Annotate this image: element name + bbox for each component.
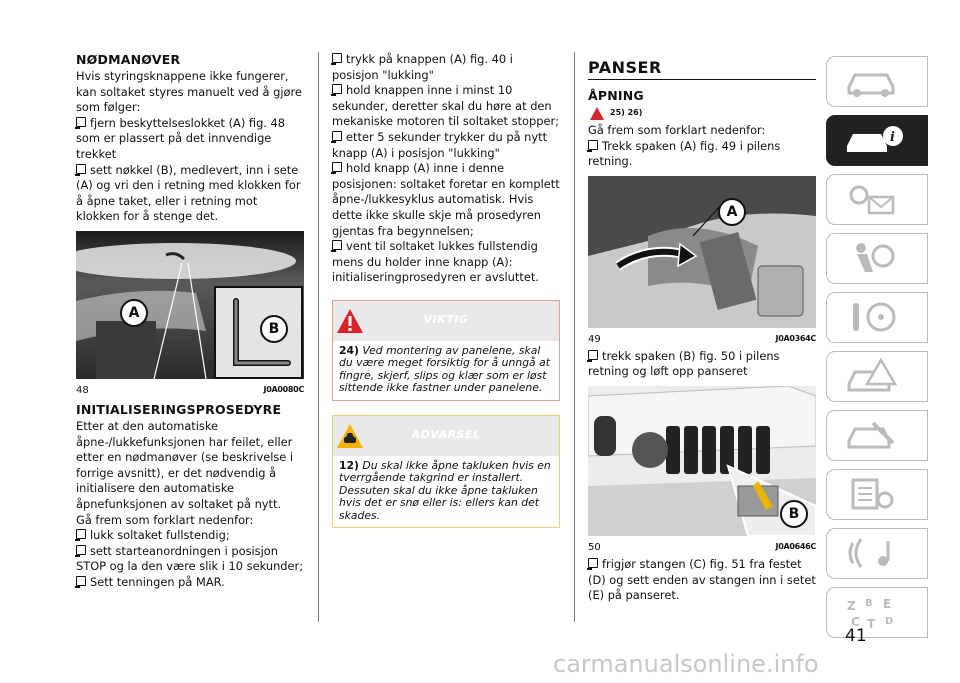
figure-48 [76,231,304,396]
step-item: Sett tenningen på MAR. [76,575,304,591]
watermark: carmanualsonline.info [553,650,819,678]
step-bullet-icon [332,84,342,94]
step-bullet-icon [76,164,86,174]
step-item: etter 5 sekunder trykker du på nytt knapp (A) i posisjon "lukking" [332,129,548,160]
step-bullet-icon [76,117,86,127]
step-bullet-icon [76,529,86,539]
tab-airbag[interactable] [826,233,928,284]
figure-number: 50 [588,541,601,553]
figure-code: J0A0646C [775,541,816,551]
step-item: fjern beskyttelseslokket (A) fig. 48 som er plassert på det innvendige trekket [76,115,286,161]
section-title: PANSER [588,58,816,80]
step-item: sett starteanordningen i posisjon STOP og la den være slik i 10 sekunder; [76,543,304,574]
svg-text:B: B [865,598,873,609]
tab-warning-lights[interactable] [826,174,928,225]
step-bullet-icon [332,131,342,141]
label-a: A [120,299,148,327]
step-bullet-icon [588,140,598,150]
maintenance-icon [843,417,903,453]
emergency-icon [843,358,903,394]
notice-text: 12) Du skal ikke åpne takluken hvis en tverrgående takgrind er installert. Dessuten skal du ikke åpne takluken hvis det er snø eller is: ellers kan det skades. [339,458,551,522]
step-bullet-icon [588,350,598,360]
driving-controls-icon [843,299,903,335]
paragraph: Gå frem som forklart nedenfor: [588,123,766,137]
label-b: B [260,315,288,343]
svg-text:i: i [890,130,895,145]
svg-text:T: T [867,617,876,630]
column-1 [76,52,304,590]
heading-initialiseringsprosedyre: INITIALISERINGSPROSEDYRE [76,401,282,417]
step-bullet-icon [332,240,342,250]
tab-multimedia[interactable] [826,528,928,579]
step-bullet-icon [76,576,86,586]
step-item: lukk soltaket fullstendig; [76,528,304,544]
label-a: A [718,198,746,226]
figure-number: 49 [588,333,601,345]
airbag-icon [843,240,903,276]
notice-label: ADVARSEL [411,427,481,441]
column-3 [588,58,816,604]
svg-text:D: D [885,616,894,627]
step-item: sett nøkkel (B), medlevert, inn i sete (A) og vri den i retning med klokken for å åpne taket, eller i retning mot klokken for å stenge det. [76,162,301,224]
heading-apning: ÅPNING [588,88,644,103]
heading-nodmanover: NØDMANØVER [76,52,181,67]
car-info-active-icon [843,122,903,158]
step-item: trekk spaken (B) fig. 50 i pilens retning og løft opp panseret [588,348,780,379]
notice-header [333,416,559,456]
step-bullet-icon [76,545,86,555]
step-bullet-icon [588,558,598,568]
paragraph: Gå frem som forklart nedenfor: [76,512,254,527]
figure-caption [76,385,304,396]
tab-driving-controls[interactable] [826,292,928,343]
warning-lights-icon [843,181,903,217]
figure-50 [588,386,816,553]
svg-text:C: C [851,615,860,629]
tab-specs[interactable] [826,469,928,520]
tab-maintenance[interactable] [826,410,928,461]
figure-number: 48 [76,384,89,396]
tab-emergency[interactable] [826,351,928,402]
hood-lever-illustration [588,176,816,328]
column-2 [332,52,560,528]
notice-text: 24) Ved montering av panelene, skal du være meget forsiktig for å unngå at fingre, skjerf, slips og klær som er løst sittende ikke fastner under panelene. [339,343,550,395]
figure-code: J0A0080C [263,384,304,394]
column-divider [318,52,319,622]
tab-car-info-active[interactable] [826,115,928,166]
notice-header [333,301,559,341]
car-info-icon [843,63,903,99]
paragraph: Etter at den automatiske åpne-/lukkefunksjonen har feilet, eller etter en nødmanøver (se beskrivelse i forrige avsnitt), er det nødvendig å initialisere den automatiske åpnefunksjonen av soltaket på nytt. [76,418,294,511]
page-number: 41 [845,626,867,646]
step-item: vent til soltaket lukkes fullstendig mens du holder inne knapp (A): initialiseringprosedyren er avsluttet. [332,239,539,285]
tab-index[interactable] [826,587,928,638]
step-item: hold knappen inne i minst 10 sekunder, deretter skal du høre at den mekaniske motoren til soltaket stopper; [332,83,559,129]
specs-icon [843,476,903,512]
warning-refs [588,105,816,123]
figure-49 [588,176,816,345]
step-item: hold knapp (A) inne i denne posisjonen: soltaket foretar en komplett åpne-/lukkesyklus automatisk. Hvis dette ikke skulle skje må prosedyren gjentas fra begynnelsen; [332,161,560,238]
figure-caption [588,334,816,345]
intro-text: Hvis styringsknappene ikke fungerer, kan soltaket styres manuelt ved å gjøre som følger: [76,69,302,115]
notice-advarsel [332,415,560,529]
tab-car-info[interactable] [826,56,928,107]
label-b: B [780,500,808,528]
step-item: trykk på knappen (A) fig. 40 i posisjon "lukking" [332,52,513,82]
warning-refs-text: 25) 26) [610,108,643,117]
step-bullet-icon [332,53,342,63]
step-item: frigjør stangen (C) fig. 51 fra festet (D) og sett enden av stangen inn i setet (E) på panseret. [588,556,816,603]
index-icon [843,594,903,630]
notice-label: VIKTIG [423,312,469,326]
step-bullet-icon [332,162,342,172]
figure-code: J0A0364C [775,333,816,343]
multimedia-icon [843,535,903,571]
step-item: Trekk spaken (A) fig. 49 i pilens retning. [588,138,781,169]
figure-caption [588,542,816,553]
svg-text:E: E [883,597,892,611]
chapter-tabs [826,56,928,646]
svg-text:Z: Z [847,599,856,613]
column-divider [574,52,575,622]
warning-triangle-icon [590,107,604,120]
notice-viktig [332,300,560,401]
roof-interior-illustration [76,231,304,379]
